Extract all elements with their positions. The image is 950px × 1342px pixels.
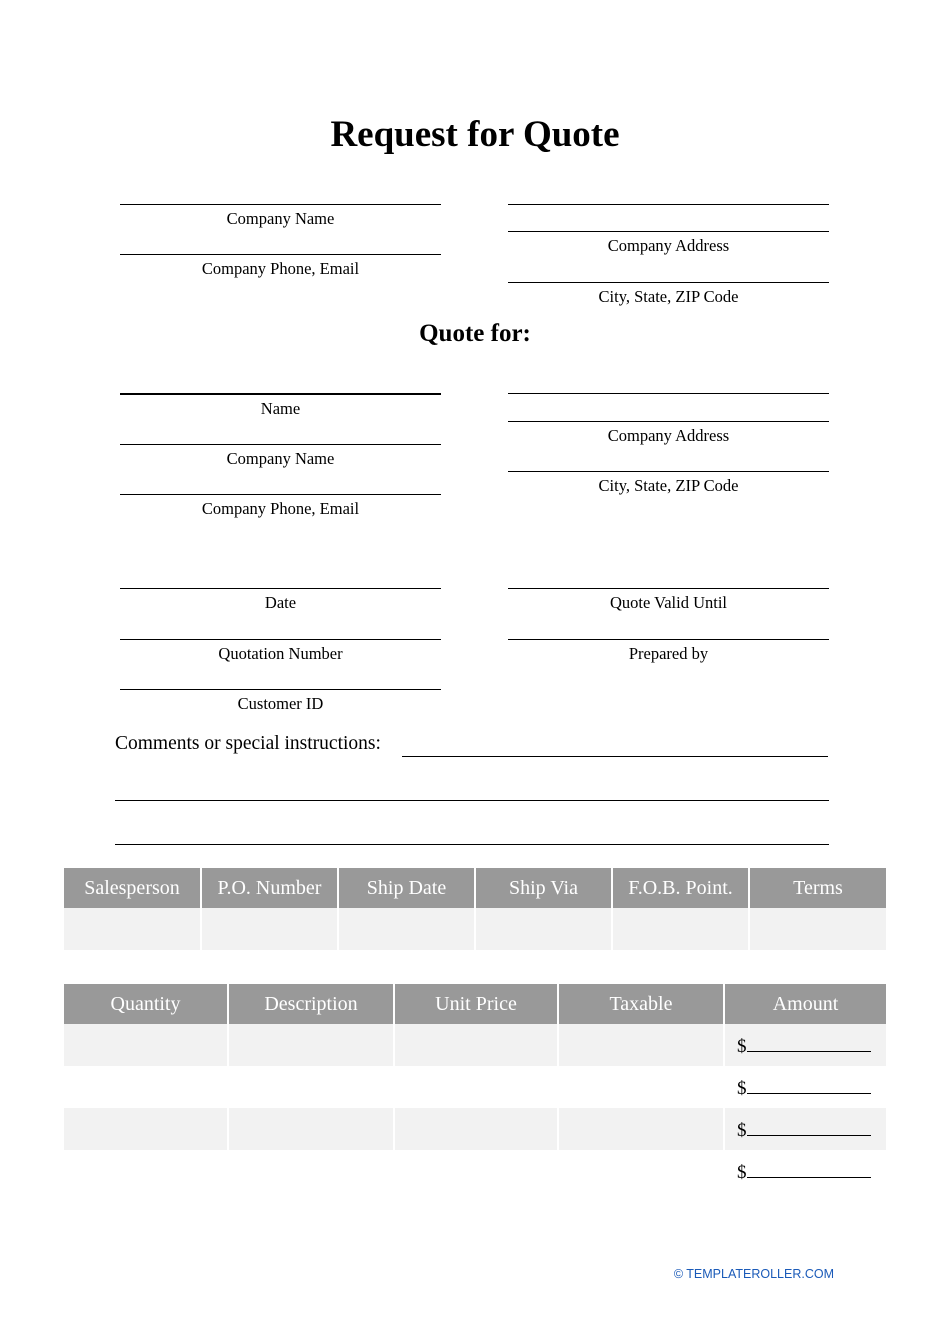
- ship-via-cell[interactable]: [475, 908, 612, 950]
- fob-point-cell[interactable]: [612, 908, 749, 950]
- date-line[interactable]: [120, 588, 441, 589]
- client-company-name-line[interactable]: [120, 444, 441, 445]
- taxable-cell[interactable]: [558, 1108, 724, 1150]
- prepared-by-label: Prepared by: [628, 644, 709, 663]
- comments-line-3[interactable]: [115, 844, 829, 845]
- amount-blank: [747, 1159, 871, 1178]
- amount-cell[interactable]: [724, 1150, 886, 1192]
- items-table: [64, 984, 886, 1192]
- description-cell[interactable]: [228, 1066, 394, 1108]
- order-info-row: [64, 908, 886, 950]
- client-city-state-zip-line[interactable]: [508, 471, 829, 472]
- amount-cell[interactable]: [724, 1066, 886, 1108]
- unit-price-header: Unit Price: [394, 984, 558, 1024]
- po-number-cell[interactable]: [201, 908, 338, 950]
- currency-symbol: $: [737, 1161, 747, 1183]
- salesperson-header: Salesperson: [64, 868, 201, 908]
- quantity-header: Quantity: [64, 984, 228, 1024]
- page-title: Request for Quote: [330, 114, 620, 155]
- quantity-cell[interactable]: [64, 1150, 228, 1192]
- ship-via-header: Ship Via: [475, 868, 612, 908]
- amount-cell[interactable]: [724, 1108, 886, 1150]
- description-cell[interactable]: [228, 1024, 394, 1066]
- po-number-header: P.O. Number: [201, 868, 338, 908]
- company-phone-email-line[interactable]: [120, 254, 441, 255]
- unit-price-cell[interactable]: [394, 1150, 558, 1192]
- quote-valid-until-line[interactable]: [508, 588, 829, 589]
- client-address-line-1[interactable]: [508, 393, 829, 394]
- company-address-line-1[interactable]: [508, 204, 829, 205]
- city-state-zip-label: City, State, ZIP Code: [598, 287, 739, 306]
- customer-id-line[interactable]: [120, 689, 441, 690]
- client-address-line-2[interactable]: [508, 421, 829, 422]
- comments-label: Comments or special instructions:: [115, 733, 381, 754]
- client-company-name-label: Company Name: [226, 449, 335, 468]
- taxable-cell[interactable]: [558, 1066, 724, 1108]
- table-row: [64, 1108, 886, 1150]
- taxable-cell[interactable]: [558, 1150, 724, 1192]
- amount-blank: [747, 1075, 871, 1094]
- quote-valid-until-label: Quote Valid Until: [609, 593, 728, 612]
- currency-symbol: $: [737, 1077, 747, 1099]
- client-phone-email-line[interactable]: [120, 494, 441, 495]
- currency-symbol: $: [737, 1119, 747, 1141]
- description-cell[interactable]: [228, 1108, 394, 1150]
- city-state-zip-line[interactable]: [508, 282, 829, 283]
- unit-price-cell[interactable]: [394, 1024, 558, 1066]
- date-label: Date: [264, 593, 297, 612]
- client-city-state-zip-label: City, State, ZIP Code: [598, 476, 739, 495]
- comments-line-2[interactable]: [115, 800, 829, 801]
- company-name-label: Company Name: [226, 209, 335, 228]
- taxable-cell[interactable]: [558, 1024, 724, 1066]
- salesperson-cell[interactable]: [64, 908, 201, 950]
- unit-price-cell[interactable]: [394, 1108, 558, 1150]
- company-address-line-2[interactable]: [508, 231, 829, 232]
- table-row: [64, 1024, 886, 1066]
- company-phone-email-label: Company Phone, Email: [201, 259, 360, 278]
- order-info-table: [64, 868, 886, 950]
- quotation-number-line[interactable]: [120, 639, 441, 640]
- company-name-line[interactable]: [120, 204, 441, 205]
- ship-date-cell[interactable]: [338, 908, 475, 950]
- footer-link[interactable]: © TEMPLATEROLLER.COM: [673, 1267, 834, 1281]
- client-phone-email-label: Company Phone, Email: [201, 499, 360, 518]
- order-info-header-row: [64, 868, 886, 908]
- quantity-cell[interactable]: [64, 1024, 228, 1066]
- comments-line-1[interactable]: [402, 756, 828, 757]
- unit-price-cell[interactable]: [394, 1066, 558, 1108]
- quantity-cell[interactable]: [64, 1108, 228, 1150]
- quote-for-heading: Quote for:: [419, 320, 531, 347]
- description-header: Description: [228, 984, 394, 1024]
- client-address-label: Company Address: [607, 426, 730, 445]
- currency-symbol: $: [737, 1035, 747, 1057]
- items-header-row: [64, 984, 886, 1024]
- prepared-by-line[interactable]: [508, 639, 829, 640]
- company-address-label: Company Address: [607, 236, 730, 255]
- ship-date-header: Ship Date: [338, 868, 475, 908]
- quantity-cell[interactable]: [64, 1066, 228, 1108]
- amount-blank: [747, 1117, 871, 1136]
- terms-header: Terms: [749, 868, 886, 908]
- quotation-number-label: Quotation Number: [218, 644, 343, 663]
- table-row: [64, 1150, 886, 1192]
- amount-blank: [747, 1033, 871, 1052]
- table-row: [64, 1066, 886, 1108]
- client-name-line[interactable]: [120, 393, 441, 395]
- description-cell[interactable]: [228, 1150, 394, 1192]
- taxable-header: Taxable: [558, 984, 724, 1024]
- amount-header: Amount: [724, 984, 886, 1024]
- amount-cell[interactable]: [724, 1024, 886, 1066]
- customer-id-label: Customer ID: [237, 694, 324, 713]
- client-name-label: Name: [260, 399, 301, 418]
- fob-point-header: F.O.B. Point.: [612, 868, 749, 908]
- terms-cell[interactable]: [749, 908, 886, 950]
